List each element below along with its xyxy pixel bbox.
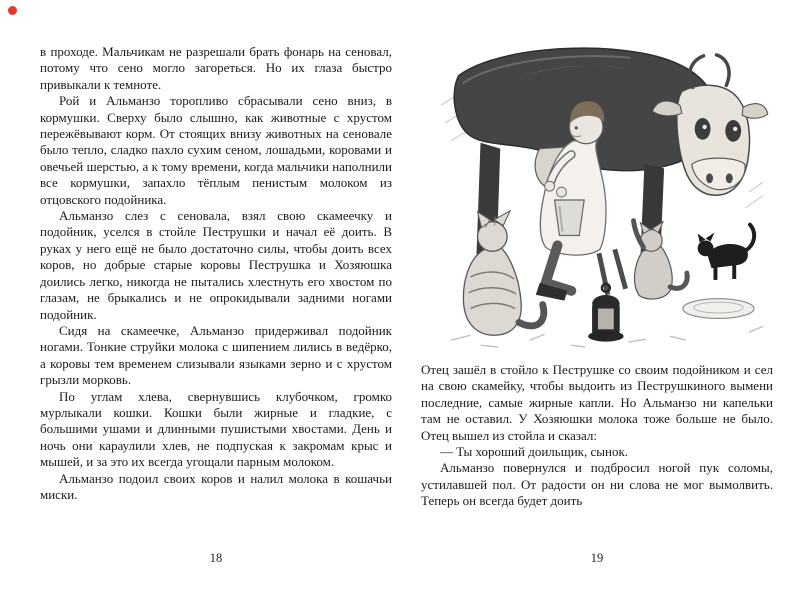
record-dot xyxy=(8,6,17,15)
paragraph: Сидя на скамеечке, Альманзо придерживал подойник ногами. Тонкие струйки молока с шипением лились в ведёрко, а коровы тем временем слизывали языками зерно и с хрустом грызли морковь. xyxy=(40,322,392,388)
lantern xyxy=(588,284,624,342)
cat-foreground xyxy=(463,211,543,335)
paragraph: Альманзо слез с сеновала, взял свою скамеечку и подойник, уселся в стойле Пеструшки и начал её доить. В руках у него ещё не было достаточно силы, чтобы доить всех коров, но добрые старые коровы Пеструшка и Хозяюшка доились легко, никогда не пытались хлестнуть его хвостом по глазам, не брыкались и не опрокидывали задними ногами подойник. xyxy=(40,208,392,322)
cat-black xyxy=(698,225,754,280)
milk-dish xyxy=(683,299,754,319)
paragraph: в проходе. Мальчикам не разрешали брать фонарь на сеновал, потому что сено могло загореться. Но их глаза быстро привыкали к темноте. xyxy=(40,44,392,92)
dialogue-line: — Ты хороший доильщик, сынок. xyxy=(440,444,629,460)
paragraph: По углам хлева, свернувшись клубочком, громко мурлыкали кошки. Кошки были жирные и гладкие, с большими ушами и длинными пушистыми хвостами. День и ночь они караулили хлев, не подпуская к закромам крыс и мышей, и за это их всегда угощали парным молоком. xyxy=(40,388,392,470)
paragraph: Альманзо подоил своих коров и налил молока в кошачьи миски. xyxy=(40,470,392,502)
illustration-boy-milking-cow xyxy=(421,44,773,352)
paragraph: Альманзо повернулся и подбросил ногой пук соломы, устилавшей пол. От радости он ни слова не мог вымолвить. Теперь он всегда будет доить xyxy=(421,460,773,509)
page-right xyxy=(421,44,773,510)
milk-pail xyxy=(555,200,585,236)
paragraph: Рой и Альманзо торопливо сбрасывали сено вниз, в кормушки. Сверху было слышно, как животные с хрустом пережёвывают корм. От стоящих внизу животных на сеновале было тепло, сладко пахло сухим сеном, лошадьми, коровами и овечьей шерстью, а к тому времени, когда мальчики наполнили все кормушки, запахло тёплым пенистым молоком из отцовского подойника. xyxy=(40,93,392,207)
page-number-right: 19 xyxy=(590,551,604,565)
paragraph: Отец зашёл в стойло к Пеструшке со своим подойником и сел на свою скамейку, чтобы выдоить из Пеструшкиного вымени последние, самые жирные капли. Но Альманзо ни капельки там не оставил. У Хозяюшки молока тоже больше не было. Отец вышел из стойла и сказал: xyxy=(421,362,773,443)
page-number-left: 18 xyxy=(209,551,223,565)
page-left xyxy=(40,44,392,503)
